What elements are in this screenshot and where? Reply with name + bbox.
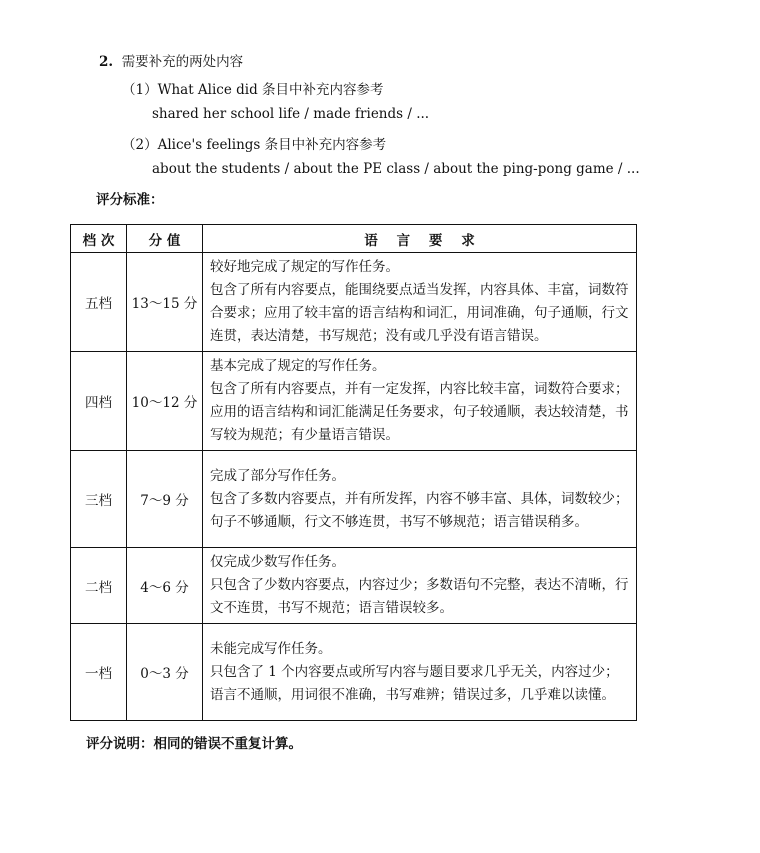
score-cell: 0～3 分 — [127, 624, 203, 721]
scoring-title: 评分标准： — [96, 192, 164, 208]
requirement-cell — [203, 451, 637, 548]
requirement-summary: 较好地完成了规定的写作任务。 — [210, 259, 399, 275]
table-row — [71, 253, 637, 352]
requirement-summary: 未能完成写作任务。 — [210, 640, 332, 657]
level-cell: 三档 — [71, 451, 127, 548]
level-cell: 一档 — [71, 624, 127, 721]
requirement-cell — [203, 624, 637, 721]
requirement-detail: 只包含了少数内容要点，内容过少；多数语句不完整，表达不清晰，行文不连贯，书写不规范；语言错误较多。 — [210, 577, 629, 616]
level-cell: 五档 — [71, 253, 127, 352]
score-cell: 13～15 分 — [127, 253, 203, 352]
scoring-table — [70, 224, 637, 721]
requirement-detail: 包含了多数内容要点，并有所发挥，内容不够丰富、具体，词数较少；句子不够通顺，行文不够连贯，书写不够规范；语言错误稍多。 — [210, 490, 629, 530]
score-cell: 10～12 分 — [127, 352, 203, 451]
requirement-summary: 基本完成了规定的写作任务。 — [210, 358, 386, 374]
score-cell: 4～6 分 — [127, 548, 203, 624]
section-heading-text: 需要补充的两处内容 — [121, 54, 244, 70]
item-1-answer: shared her school life / made friends / ... — [152, 106, 430, 122]
requirement-detail: 包含了所有内容要点，并有一定发挥，内容比较丰富，词数符合要求；应用的语言结构和词汇能满足任务要求，句子较通顺，表达较清楚，书写较为规范；有少量语言错误。 — [210, 381, 629, 443]
requirement-cell — [203, 253, 637, 352]
table-row — [71, 352, 637, 451]
requirement-cell — [203, 548, 637, 624]
table-row — [71, 451, 637, 548]
level-cell: 四档 — [71, 352, 127, 451]
table-row — [71, 548, 637, 624]
item-1-label: （1）What Alice did 条目中补充内容参考 — [122, 82, 384, 98]
section-number: 2. — [99, 54, 114, 70]
requirement-cell — [203, 352, 637, 451]
requirement-summary: 仅完成少数写作任务。 — [210, 554, 345, 570]
item-2-answer: about the students / about the PE class / about the ping-pong game / ... — [152, 161, 640, 177]
requirement-summary: 完成了部分写作任务。 — [210, 467, 345, 484]
score-cell: 7～9 分 — [127, 451, 203, 548]
table-row — [71, 624, 637, 721]
requirement-detail: 包含了所有内容要点，能围绕要点适当发挥，内容具体、丰富，词数符合要求；应用了较丰富的语言结构和词汇，用词准确，句子通顺，行文连贯，表达清楚，书写规范；没有或几乎没有语言错误。 — [210, 282, 629, 344]
scoring-note: 评分说明：相同的错误不重复计算。 — [86, 736, 302, 752]
item-2-label: （2）Alice's feelings 条目中补充内容参考 — [122, 137, 387, 153]
header-score: 分 值 — [127, 225, 203, 253]
requirement-detail: 只包含了 1 个内容要点或所写内容与题目要求几乎无关，内容过少；语言不通顺，用词很不准确，书写难辨；错误过多，几乎难以读懂。 — [210, 663, 619, 703]
header-requirements: 语 言 要 求 — [203, 225, 637, 253]
section-heading — [99, 50, 243, 70]
level-cell: 二档 — [71, 548, 127, 624]
table-header-row — [71, 225, 637, 253]
header-level: 档 次 — [71, 225, 127, 253]
